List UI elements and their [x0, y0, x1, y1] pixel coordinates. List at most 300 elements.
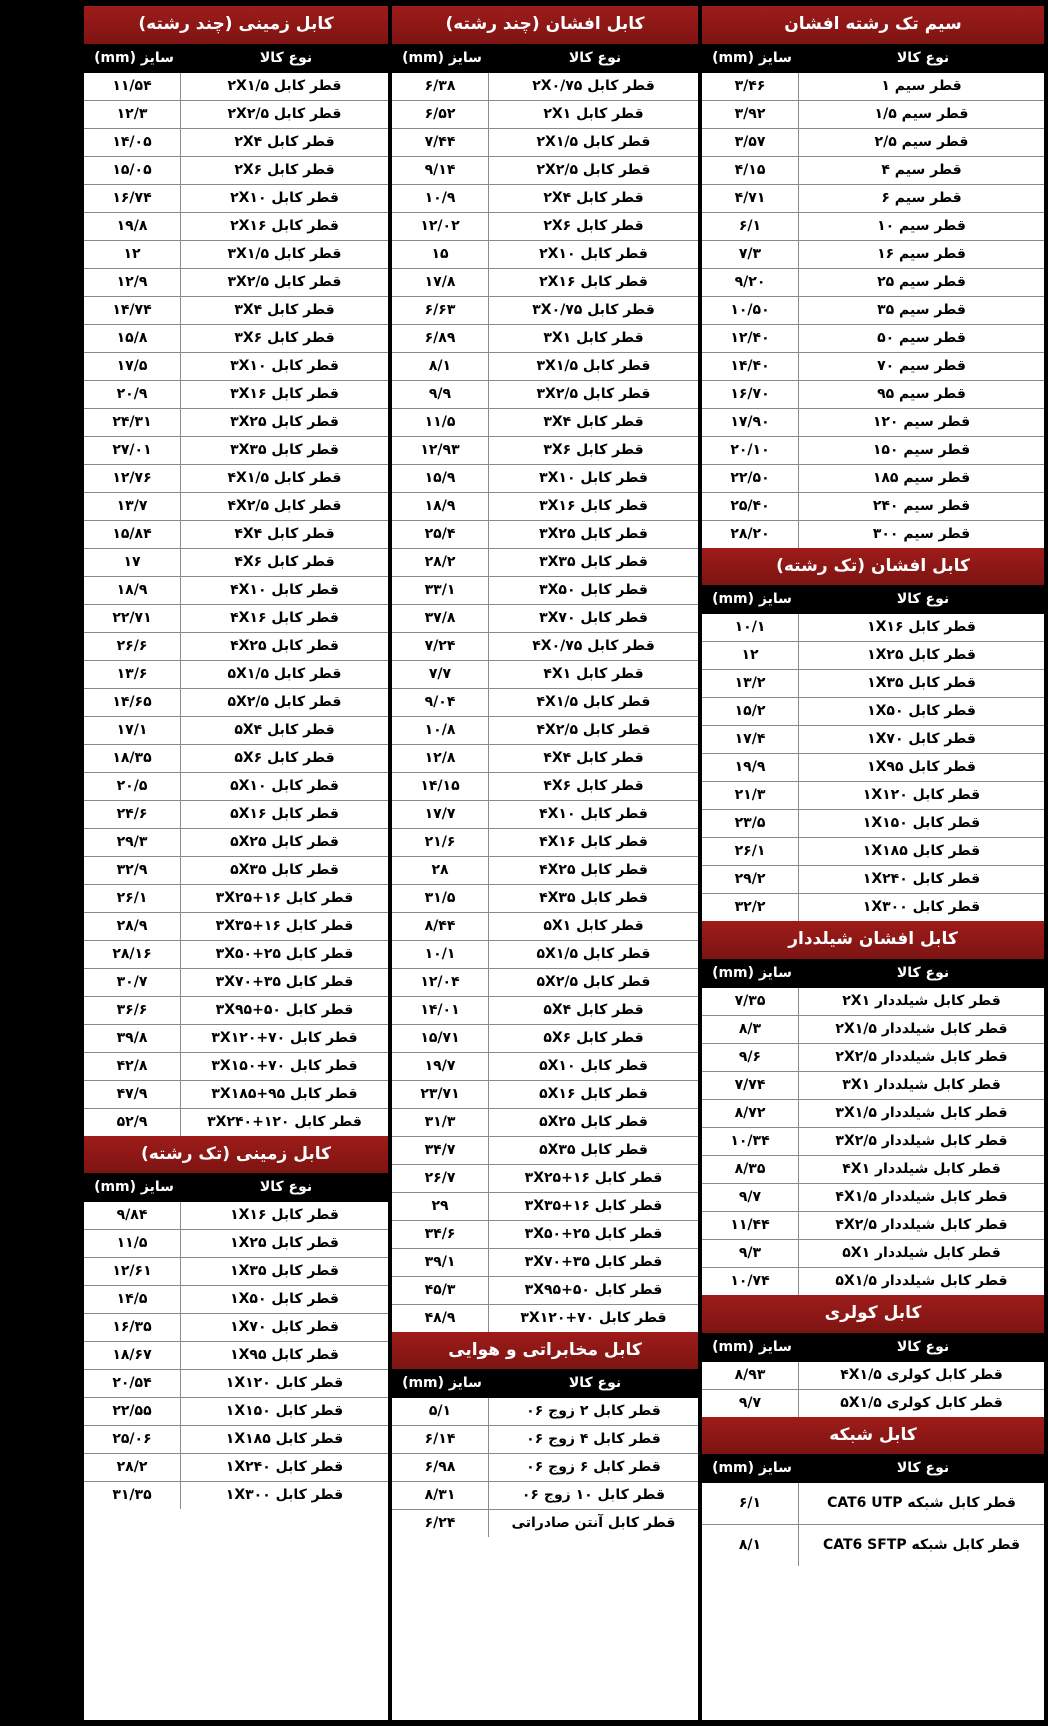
cell-size-value: ۸/۴۴ — [424, 917, 456, 934]
section-header-row — [702, 585, 1044, 614]
cell-product-name: قطر کابل ۴X۰/۷۵ — [488, 633, 698, 660]
table-row — [84, 465, 388, 493]
column-header-size: سایز (mm) — [712, 591, 792, 608]
cell-product-name: قطر کابل ۵X۴ — [180, 717, 388, 744]
cell-size-value: ۱۸/۹ — [424, 497, 456, 514]
cell-size-value: ۶/۳۸ — [424, 77, 456, 94]
table-row — [84, 101, 388, 129]
cell-product-name: قطر کابل ۴X۱۰ — [180, 577, 388, 604]
table-row — [702, 129, 1044, 157]
cell-size-value: ۸/۳۵ — [734, 1161, 766, 1178]
cell-size-value: ۱۸/۳۵ — [112, 749, 152, 766]
cell-product-name: قطر کابل ۵X۴ — [488, 997, 698, 1024]
table-row — [702, 838, 1044, 866]
column-header-size: سایز (mm) — [712, 49, 792, 66]
table-row — [702, 614, 1044, 642]
cell-size-value: ۱۷/۱ — [116, 721, 148, 738]
cell-product-name: قطر کابل ۳X۹۵+۵۰ — [180, 997, 388, 1024]
column-filler — [702, 1566, 1044, 1720]
cell-product-name: قطر سیم ۷۰ — [798, 353, 1044, 380]
table-row — [392, 1398, 698, 1426]
cell-size-value: ۳/۹۲ — [734, 105, 766, 122]
column-header-size: سایز (mm) — [712, 1338, 792, 1355]
cell-size-value: ۷/۲۴ — [424, 637, 456, 654]
cell-product-name: قطر سیم ۳۰۰ — [798, 521, 1044, 548]
cell-size-value: ۱۹/۹ — [734, 759, 766, 776]
cell-product-name: قطر کابل ۴X۶ — [180, 549, 388, 576]
table-row — [84, 773, 388, 801]
table-row — [702, 1240, 1044, 1268]
cell-product-name: قطر کابل ۵X۱ — [488, 913, 698, 940]
cell-size-value: ۶/۹۸ — [424, 1459, 456, 1476]
cell-size-value: ۲۳/۷۱ — [420, 1085, 460, 1102]
cell-size-value: ۱۴/۶۵ — [112, 693, 152, 710]
cell-size-value: ۱۲ — [741, 647, 759, 664]
table-row — [392, 941, 698, 969]
cell-size-value: ۷/۴۴ — [424, 133, 456, 150]
cell-size-value: ۷/۷ — [428, 665, 452, 682]
cell-size-value: ۲۸/۹ — [116, 917, 148, 934]
cell-size-value: ۱۵/۰۵ — [112, 161, 152, 178]
table-row — [702, 437, 1044, 465]
table-row — [84, 661, 388, 689]
cell-product-name: قطر سیم ۱۵۰ — [798, 437, 1044, 464]
cell-product-name: قطر سیم ۱۸۵ — [798, 465, 1044, 492]
cell-size-value: ۹/۶ — [738, 1049, 762, 1066]
cell-product-name: قطر کابل ۳X۱۰ — [488, 465, 698, 492]
cell-size-value: ۱۰/۱ — [734, 619, 766, 636]
cell-product-name: قطر کابل ۱X۱۶ — [180, 1202, 388, 1229]
table-row — [702, 1525, 1044, 1566]
section-rows — [392, 1398, 698, 1537]
table-row — [84, 941, 388, 969]
table-row — [84, 1081, 388, 1109]
table-row — [702, 782, 1044, 810]
table-row — [84, 269, 388, 297]
column-header-product: نوع کالا — [568, 1375, 622, 1392]
column-header-product: نوع کالا — [896, 1338, 950, 1355]
column-header-product: نوع کالا — [568, 49, 622, 66]
table-row — [392, 689, 698, 717]
table-row — [392, 297, 698, 325]
cell-product-name: قطر کابل ۳X۶ — [180, 325, 388, 352]
section-title: کابل زمینی (تک رشته) — [84, 1136, 388, 1174]
column-filler — [392, 1537, 698, 1720]
column-header-size: سایز (mm) — [94, 49, 174, 66]
table-row — [84, 325, 388, 353]
cell-product-name: قطر سیم ۲/۵ — [798, 129, 1044, 156]
cell-size-value: ۶/۱۴ — [424, 1431, 456, 1448]
cell-product-name: قطر کابل ۴X۱ — [488, 661, 698, 688]
table-section — [702, 921, 1044, 1295]
cell-size-value: ۱۱/۵ — [116, 1235, 148, 1252]
table-row — [392, 1025, 698, 1053]
column-header-product: نوع کالا — [896, 1460, 950, 1477]
table-row — [702, 1390, 1044, 1417]
cell-product-name: قطر کابل ۵X۱/۵ — [488, 941, 698, 968]
cell-size-value: ۱۵/۹ — [424, 469, 456, 486]
table-row — [84, 1426, 388, 1454]
table-section — [392, 1332, 698, 1538]
table-row — [392, 73, 698, 101]
cell-size-value: ۳/۴۶ — [734, 77, 766, 94]
cell-size-value: ۳۶/۶ — [116, 1001, 148, 1018]
cell-product-name: قطر کابل ۱X۱۸۵ — [180, 1426, 388, 1453]
column-header-size: سایز (mm) — [94, 1179, 174, 1196]
cell-product-name: قطر کابل شبکه CAT6 UTP — [798, 1483, 1044, 1524]
cell-size-value: ۱۲/۷۶ — [112, 469, 152, 486]
cell-size-value: ۱۹/۸ — [116, 217, 148, 234]
cell-product-name: قطر کابل شیلددار ۵X۱/۵ — [798, 1268, 1044, 1295]
cell-product-name: قطر کابل ۵X۲/۵ — [488, 969, 698, 996]
section-header-row — [84, 44, 388, 73]
cell-product-name: قطر سیم ۶ — [798, 185, 1044, 212]
cell-size-value: ۲۸/۲ — [116, 1459, 148, 1476]
table-row — [392, 633, 698, 661]
table-row — [392, 465, 698, 493]
cell-size-value: ۸/۱ — [738, 1537, 762, 1554]
cell-product-name: قطر کابل ۳X۰/۷۵ — [488, 297, 698, 324]
cell-product-name: قطر کابل ۵X۲۵ — [488, 1109, 698, 1136]
table-row — [392, 913, 698, 941]
cell-product-name: قطر کابل ۱X۹۵ — [798, 754, 1044, 781]
table-row — [702, 1184, 1044, 1212]
cell-product-name: قطر کابل ۴X۲/۵ — [180, 493, 388, 520]
cell-size-value: ۱۶/۷۰ — [730, 385, 770, 402]
cell-size-value: ۱۲/۸ — [424, 749, 456, 766]
cell-product-name: قطر کابل ۱X۲۵ — [798, 642, 1044, 669]
cell-product-name: قطر کابل شیلددار ۲X۲/۵ — [798, 1044, 1044, 1071]
table-row — [84, 801, 388, 829]
section-rows — [84, 73, 388, 1136]
cell-size-value: ۵۲/۹ — [116, 1113, 148, 1130]
table-row — [392, 493, 698, 521]
table-row — [392, 1137, 698, 1165]
table-row — [392, 381, 698, 409]
table-row — [702, 353, 1044, 381]
table-row — [84, 885, 388, 913]
table-row — [84, 1454, 388, 1482]
cell-product-name: قطر کابل ۴X۶ — [488, 773, 698, 800]
table-row — [392, 269, 698, 297]
cell-product-name: قطر کابل ۳X۲۵ — [488, 521, 698, 548]
cell-product-name: قطر کابل شبکه CAT6 SFTP — [798, 1525, 1044, 1566]
cell-size-value: ۸/۹۳ — [734, 1366, 766, 1383]
cell-product-name: قطر کابل ۱X۹۵ — [180, 1342, 388, 1369]
cell-product-name: قطر کابل شیلددار ۴X۲/۵ — [798, 1212, 1044, 1239]
cell-product-name: قطر کابل ۴ زوج ۰۶ — [488, 1426, 698, 1453]
cell-size-value: ۲۹/۳ — [116, 833, 148, 850]
table-section — [702, 6, 1044, 548]
table-row — [702, 698, 1044, 726]
table-row — [392, 801, 698, 829]
column-header-product: نوع کالا — [896, 965, 950, 982]
cell-size-value: ۱۱/۴۴ — [730, 1217, 770, 1234]
cell-product-name: قطر کابل ۳X۱/۵ — [180, 241, 388, 268]
cell-product-name: قطر کابل ۱X۳۵ — [798, 670, 1044, 697]
table-row — [84, 1286, 388, 1314]
cell-product-name: قطر کابل ۱X۳۰۰ — [180, 1482, 388, 1509]
cell-size-value: ۳۲/۲ — [734, 899, 766, 916]
table-row — [702, 1156, 1044, 1184]
table-row — [84, 829, 388, 857]
cell-product-name: قطر کابل ۳X۳۵+۱۶ — [180, 913, 388, 940]
column-header-product: نوع کالا — [896, 49, 950, 66]
cell-product-name: قطر کابل ۴X۴ — [180, 521, 388, 548]
cell-product-name: قطر سیم ۹۵ — [798, 381, 1044, 408]
cell-size-value: ۱۳/۷ — [116, 497, 148, 514]
cell-size-value: ۱۲/۹ — [116, 273, 148, 290]
cell-product-name: قطر کابل ۳X۱۶ — [488, 493, 698, 520]
table-row — [702, 894, 1044, 921]
cell-product-name: قطر کابل ۴X۴ — [488, 745, 698, 772]
cell-product-name: قطر کابل ۱X۷۰ — [180, 1314, 388, 1341]
table-row — [392, 605, 698, 633]
column-left — [80, 0, 390, 1726]
cell-product-name: قطر کابل آنتن صادراتی — [488, 1510, 698, 1537]
cell-product-name: قطر کابل ۳X۱ — [488, 325, 698, 352]
table-row — [84, 997, 388, 1025]
table-row — [702, 726, 1044, 754]
cell-product-name: قطر کابل ۵X۱۰ — [488, 1053, 698, 1080]
cell-product-name: قطر کابل ۵X۶ — [488, 1025, 698, 1052]
table-row — [84, 353, 388, 381]
table-row — [84, 241, 388, 269]
cell-product-name: قطر کابل ۱X۵۰ — [798, 698, 1044, 725]
column-header-product: نوع کالا — [259, 1179, 313, 1196]
cell-product-name: قطر سیم ۱ — [798, 73, 1044, 100]
section-rows — [702, 988, 1044, 1295]
cell-product-name: قطر کابل ۴X۳۵ — [488, 885, 698, 912]
table-row — [84, 437, 388, 465]
cell-product-name: قطر کابل ۱X۱۸۵ — [798, 838, 1044, 865]
cell-product-name: قطر کابل ۲X۱۰ — [488, 241, 698, 268]
cell-product-name: قطر کابل ۱X۲۴۰ — [180, 1454, 388, 1481]
table-row — [702, 642, 1044, 670]
cell-size-value: ۳/۵۷ — [734, 133, 766, 150]
cell-product-name: قطر کابل ۱X۷۰ — [798, 726, 1044, 753]
cell-size-value: ۳۱/۳ — [424, 1113, 456, 1130]
cell-size-value: ۱۳/۶ — [116, 665, 148, 682]
cell-size-value: ۱۷/۹۰ — [730, 413, 770, 430]
cell-size-value: ۳۴/۶ — [424, 1225, 456, 1242]
cell-product-name: قطر کابل ۳X۲۵+۱۶ — [488, 1165, 698, 1192]
cell-size-value: ۲۱/۳ — [734, 787, 766, 804]
cell-product-name: قطر کابل ۲ زوج ۰۶ — [488, 1398, 698, 1425]
cell-size-value: ۲۰/۹ — [116, 385, 148, 402]
cell-size-value: ۳۴/۷ — [424, 1141, 456, 1158]
table-row — [392, 353, 698, 381]
table-row — [702, 465, 1044, 493]
cell-size-value: ۳۲/۹ — [116, 861, 148, 878]
cell-product-name: قطر کابل ۱X۲۴۰ — [798, 866, 1044, 893]
cell-product-name: قطر کابل ۳X۱۲۰+۷۰ — [180, 1025, 388, 1052]
cell-size-value: ۹/۳ — [738, 1245, 762, 1262]
cell-size-value: ۱۲ — [123, 245, 141, 262]
table-row — [84, 521, 388, 549]
cell-product-name: قطر کابل ۲X۱۶ — [180, 213, 388, 240]
cell-product-name: قطر کابل شیلددار ۵X۱ — [798, 1240, 1044, 1267]
cell-size-value: ۲۲/۵۵ — [112, 1403, 152, 1420]
column-left-inner — [84, 6, 388, 1720]
cell-product-name: قطر کابل ۵X۶ — [180, 745, 388, 772]
section-title: کابل شبکه — [702, 1417, 1044, 1455]
cell-product-name: قطر کابل ۴X۲/۵ — [488, 717, 698, 744]
cell-size-value: ۵/۱ — [428, 1403, 452, 1420]
table-row — [392, 129, 698, 157]
cell-size-value: ۱۸/۶۷ — [112, 1347, 152, 1364]
table-row — [702, 670, 1044, 698]
cell-product-name: قطر کابل ۲X۲/۵ — [180, 101, 388, 128]
cell-product-name: قطر کابل کولری ۵X۱/۵ — [798, 1390, 1044, 1417]
cell-product-name: قطر سیم ۱۶ — [798, 241, 1044, 268]
cell-size-value: ۳۹/۱ — [424, 1253, 456, 1270]
cell-product-name: قطر سیم ۳۵ — [798, 297, 1044, 324]
cell-size-value: ۶/۵۲ — [424, 105, 456, 122]
cell-size-value: ۲۵/۰۶ — [112, 1431, 152, 1448]
section-rows — [392, 73, 698, 1332]
table-row — [84, 1202, 388, 1230]
table-row — [84, 129, 388, 157]
cell-product-name: قطر کابل ۳X۷۰ — [488, 605, 698, 632]
table-row — [702, 297, 1044, 325]
table-row — [84, 549, 388, 577]
section-rows — [702, 73, 1044, 548]
table-row — [702, 1483, 1044, 1525]
table-row — [84, 1230, 388, 1258]
cell-product-name: قطر کابل ۳X۵۰+۲۵ — [180, 941, 388, 968]
table-row — [84, 969, 388, 997]
table-row — [392, 1081, 698, 1109]
cell-size-value: ۱۲/۹۳ — [420, 441, 460, 458]
cell-product-name: قطر کابل ۱X۳۰۰ — [798, 894, 1044, 921]
table-row — [392, 773, 698, 801]
cell-size-value: ۲۰/۵ — [116, 777, 148, 794]
table-row — [702, 810, 1044, 838]
table-row — [392, 1221, 698, 1249]
table-row — [84, 1482, 388, 1509]
table-row — [84, 717, 388, 745]
section-header-row — [84, 1173, 388, 1202]
cell-size-value: ۲۴/۶ — [116, 805, 148, 822]
cell-product-name: قطر کابل ۲X۶ — [488, 213, 698, 240]
cell-size-value: ۲۶/۷ — [424, 1169, 456, 1186]
table-row — [392, 325, 698, 353]
table-row — [392, 185, 698, 213]
cell-size-value: ۱۰/۱ — [424, 945, 456, 962]
table-row — [702, 185, 1044, 213]
cell-product-name: قطر کابل ۳X۲/۵ — [488, 381, 698, 408]
cell-size-value: ۱۵/۸۴ — [112, 525, 152, 542]
cell-product-name: قطر سیم ۲۵ — [798, 269, 1044, 296]
cell-size-value: ۹/۰۴ — [424, 693, 456, 710]
section-title: کابل افشان (تک رشته) — [702, 548, 1044, 586]
table-section — [392, 6, 698, 1332]
cell-product-name: قطر کابل ۳X۲/۵ — [180, 269, 388, 296]
cell-product-name: قطر کابل ۵X۱۶ — [488, 1081, 698, 1108]
cell-product-name: قطر کابل ۳X۱۰ — [180, 353, 388, 380]
table-row — [392, 1426, 698, 1454]
cell-product-name: قطر کابل ۳X۵۰+۲۵ — [488, 1221, 698, 1248]
table-row — [392, 1454, 698, 1482]
cell-product-name: قطر کابل ۲X۲/۵ — [488, 157, 698, 184]
table-row — [392, 241, 698, 269]
cell-size-value: ۹/۷ — [738, 1394, 762, 1411]
cell-size-value: ۷/۷۴ — [734, 1077, 766, 1094]
table-row — [392, 213, 698, 241]
cell-product-name: قطر کابل ۱۰ زوج ۰۶ — [488, 1482, 698, 1509]
cell-size-value: ۸/۷۲ — [734, 1105, 766, 1122]
cell-size-value: ۱۴/۱۵ — [420, 777, 460, 794]
cell-size-value: ۱۷/۷ — [424, 805, 456, 822]
cell-size-value: ۲۰/۱۰ — [730, 441, 770, 458]
table-row — [392, 521, 698, 549]
cell-product-name: قطر سیم ۱۰ — [798, 213, 1044, 240]
table-row — [702, 409, 1044, 437]
cell-size-value: ۲۶/۱ — [116, 889, 148, 906]
cell-product-name: قطر کابل شیلددار ۳X۲/۵ — [798, 1128, 1044, 1155]
table-row — [392, 997, 698, 1025]
table-row — [702, 241, 1044, 269]
cell-product-name: قطر کابل کولری ۴X۱/۵ — [798, 1362, 1044, 1389]
cell-product-name: قطر کابل ۳X۷۰+۳۵ — [488, 1249, 698, 1276]
cell-product-name: قطر سیم ۱/۵ — [798, 101, 1044, 128]
table-row — [702, 988, 1044, 1016]
section-header-row — [702, 44, 1044, 73]
table-row — [84, 1109, 388, 1136]
cell-size-value: ۲۹/۲ — [734, 871, 766, 888]
cell-size-value: ۶/۶۳ — [424, 301, 456, 318]
cell-size-value: ۱۰/۸ — [424, 721, 456, 738]
cell-size-value: ۱۲/۶۱ — [112, 1263, 152, 1280]
cell-product-name: قطر کابل ۱X۱۶ — [798, 614, 1044, 641]
column-header-size: سایز (mm) — [402, 49, 482, 66]
cell-product-name: قطر سیم ۱۲۰ — [798, 409, 1044, 436]
cell-size-value: ۱۹/۷ — [424, 1057, 456, 1074]
cell-product-name: قطر کابل ۴X۲۵ — [488, 857, 698, 884]
table-row — [84, 745, 388, 773]
table-row — [702, 1128, 1044, 1156]
section-title: کابل مخابراتی و هوایی — [392, 1332, 698, 1370]
cell-product-name: قطر کابل ۳X۳۵ — [180, 437, 388, 464]
table-row — [392, 1249, 698, 1277]
table-row — [702, 1044, 1044, 1072]
section-title: کابل افشان شیلددار — [702, 921, 1044, 959]
cell-product-name: قطر کابل ۵X۳۵ — [180, 857, 388, 884]
cell-size-value: ۲۷/۰۱ — [112, 441, 152, 458]
table-row — [702, 1362, 1044, 1390]
table-row — [84, 73, 388, 101]
table-row — [702, 521, 1044, 548]
cell-product-name: قطر کابل ۴X۱۶ — [488, 829, 698, 856]
column-right — [700, 0, 1048, 1726]
cell-size-value: ۱۰/۹ — [424, 189, 456, 206]
table-row — [702, 73, 1044, 101]
column-filler — [84, 1509, 388, 1720]
cell-product-name: قطر کابل ۴X۱۰ — [488, 801, 698, 828]
cell-product-name: قطر کابل ۳X۱۸۵+۹۵ — [180, 1081, 388, 1108]
cell-product-name: قطر کابل ۶ زوج ۰۶ — [488, 1454, 698, 1481]
cell-product-name: قطر کابل ۵X۲۵ — [180, 829, 388, 856]
section-header-row — [392, 44, 698, 73]
column-middle — [390, 0, 700, 1726]
cell-size-value: ۱۵/۷۱ — [420, 1029, 460, 1046]
cell-size-value: ۲۸/۲ — [424, 553, 456, 570]
cell-size-value: ۶/۱ — [738, 217, 762, 234]
cell-size-value: ۱۷/۵ — [116, 357, 148, 374]
cell-product-name: قطر کابل ۴X۱/۵ — [488, 689, 698, 716]
section-title: سیم تک رشته افشان — [702, 6, 1044, 44]
